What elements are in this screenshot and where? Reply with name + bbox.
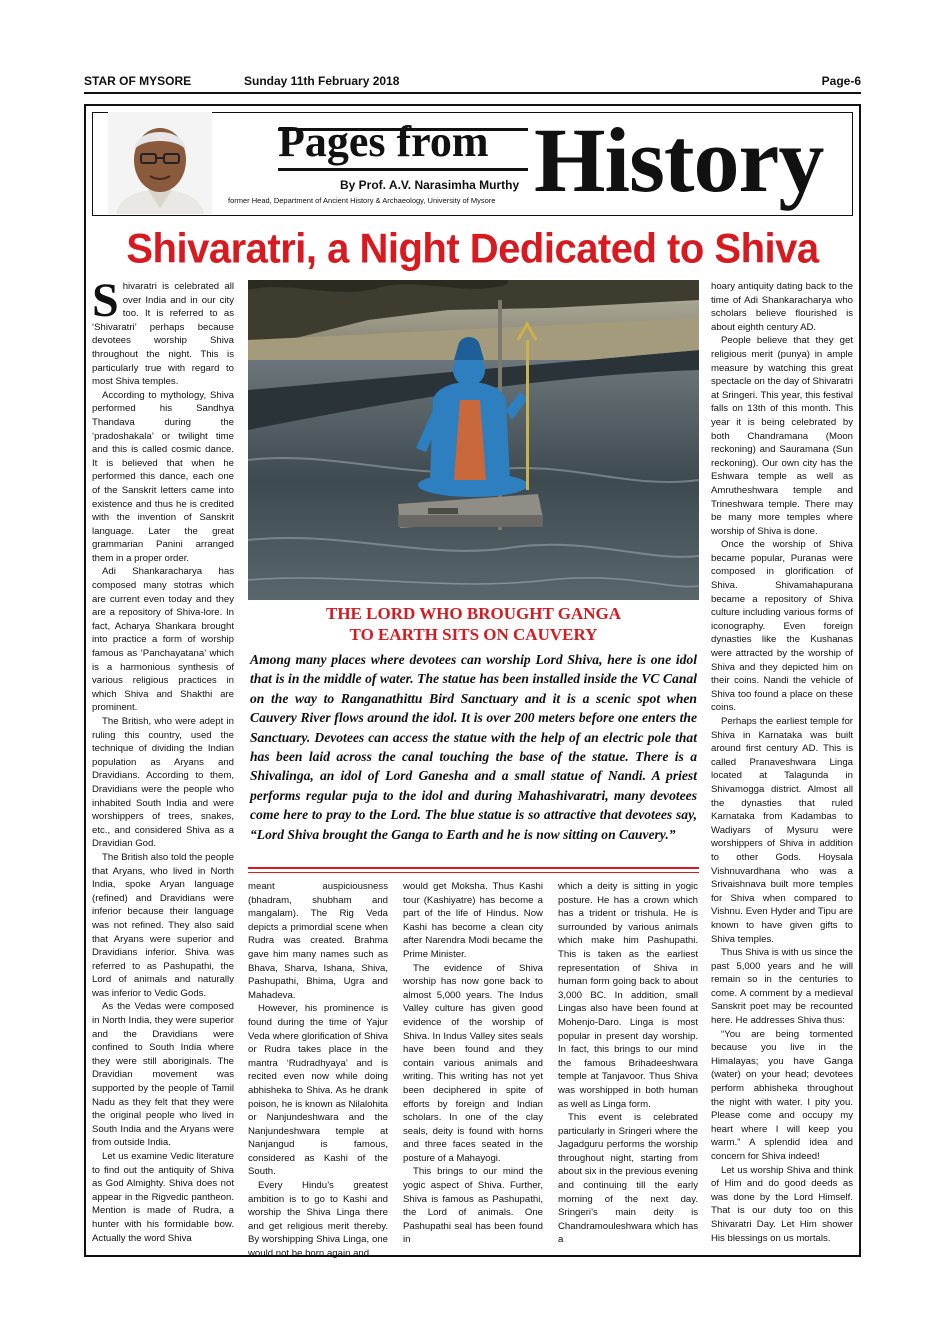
paragraph: As the Vedas were composed in North India, they were superior and the Dravidians were confined to South India where they were still aboriginals. The Dravidian movement was supported by the people of Tamil Nadu as they felt that they were the original people who lived in South India and the Aryans were from outside India. bbox=[92, 1001, 234, 1149]
paragraph: hoary antiquity dating back to the time of Adi Shankaracharya who scholars believe flourished is about eighth century AD. bbox=[711, 281, 853, 333]
paragraph: Thus Shiva is with us since the past 5,000 years and he will remain so in the centuries to come. A comment by a medieval Sanskrit poet may be recounted here. He addresses Shiva thus: bbox=[711, 947, 853, 1027]
article-column-1 bbox=[92, 274, 234, 1245]
page-number: Page-6 bbox=[821, 74, 861, 88]
author-byline: By Prof. A.V. Narasimha Murthy bbox=[340, 178, 520, 192]
paragraph: The evidence of Shiva worship has now gone back to almost 5,000 years. The Indus Valley culture has given good evidence of the worship of Shiva. In Indus Valley sites seals have been found and they contain various animals and writing. This writing has not yet been deciphered in spite of efforts by foreign and Indian scholars. In one of the clay seals, deity is found with horns and three faces seated in the posture of a Mahayogi. bbox=[403, 962, 543, 1164]
caption-rule bbox=[248, 867, 699, 869]
paragraph: “You are being tormented because you live in the Himalayas; you have Ganga (water) on your head; devotees perform abhisheka throughout the night with water. I pity you. Please come and occupy my heart where I will keep you warm.” A splendid idea and concern for Shiva indeed! bbox=[711, 1028, 853, 1162]
paragraph: People believe that they get religious merit (punya) in ample measure by watching this great spectacle on the day of Shivaratri at Sringeri. This year, this festival falls on 13th of this month. This year it is being celebrated by both Chandramana (Moon reckoning) and Sauramana (Sun reckoning). Our own city has the Eshwara temple as well as Amrutheshwara temple and Trineshwara temple. There may be many more temples where worship of Shiva is done. bbox=[711, 335, 853, 537]
paragraph: The British also told the people that Aryans, who lived in North India, spoke Aryan language (refined) and Dravidians were inferior because their language was not refined. They also said that Aryans were superior and Dravidians inferior. Shiva was referred to as Pashupathi, the Lord of animals and naturally was inferior to Vedic Gods. bbox=[92, 851, 234, 999]
masthead bbox=[84, 74, 861, 90]
paragraph: which a deity is sitting in yogic posture. He has a crown which has a trident or trishula. He is surrounded by various animals which make him Pashupathi. This is taken as the earliest representation of Shiva in human form going back to about 3,000 BC. In addition, small Lingas also have been found at Mohenjo-Daro. Linga is most popular in present day worship. In fact, this brings to our mind the famous Brihadeeshwara temple at Tanjavoor. Thus Shiva was worshipped in both human as well as Linga form. bbox=[558, 881, 698, 1110]
masthead-rule bbox=[84, 92, 861, 94]
paragraph: Shivaratri is celebrated all over India and in our city too. It is referred to as ‘Shivaratri’ perhaps because devotees worship Shiva throughout the night. This is particularly true with regard to most Shiva temples. bbox=[92, 274, 234, 388]
paragraph: Adi Shankaracharya has composed many stotras which are current even today and they are a repository of Shiva-lore. In fact, Acharya Shankara brought into practice a form of worship famous as ‘Panchayatana’ which is a harmonious synthesis of various religious practices in which Shiva and Shakthi are prominent. bbox=[92, 566, 234, 714]
paragraph: Let us examine Vedic literature to find out the antiquity of Shiva as God Almighty. Shiva does not appear in the Rigvedic pantheon. Mention is made of Rudra, a hunter with his formidable bow. Actually the word Shiva bbox=[92, 1151, 234, 1244]
caption-title: THE LORD WHO BROUGHT GANGA TO EARTH SITS ON CAUVERY bbox=[325, 604, 622, 644]
paragraph: The British, who were adept in ruling this country, used the technique of dividing the Indian population as Aryans and Dravidians. According to them, Dravidians were the people who inhabited South India and were worshippers of trees, snakes, etc., and considered Shiva as a Dravidian God. bbox=[92, 716, 234, 850]
title-rule-bottom bbox=[278, 168, 528, 171]
paragraph: This brings to our mind the yogic aspect of Shiva. Further, Shiva is famous as Pashupathi, the Lord of animals. One Pashupathi seal has been found in bbox=[403, 1166, 543, 1246]
article-column-3 bbox=[403, 880, 543, 1247]
issue-date: Sunday 11th February 2018 bbox=[244, 74, 400, 88]
paragraph: However, his prominence is found during the time of Yajur Veda where glorification of Shiva or Rudra takes place in the mantra ‘Rudradhyaya’ and is recited even now while doing abhisheka to Shiva. As he drank poison, he is known as Nilalohita or Nanjundeshwara and the Nanjundeshwara temple at Nanjangud is famous, considered as Kashi of the South. bbox=[248, 1003, 388, 1178]
paragraph: meant auspiciousness (bhadram, shubham and mangalam). The Rig Veda depicts a primordial scene when Rudra was created. Brahma gave him many names such as Bhava, Sharva, Ishana, Shiva, Pashupathi, Bhima, Ugra and Mahadeva. bbox=[248, 881, 388, 1001]
article-column-4 bbox=[558, 880, 698, 1247]
author-affiliation: former Head, Department of Ancient History & Archaeology, University of Mysore bbox=[228, 196, 496, 205]
paper-name: STAR OF MYSORE bbox=[84, 74, 192, 88]
paragraph: Let us worship Shiva and think of Him and do good deeds as was done by the Lord Himself. That is our duty too on this Shivaratri Day. Let Him shower His blessings on us mortals. bbox=[711, 1164, 853, 1244]
paragraph: According to mythology, Shiva performed his Sandhya Thandava during the ‘pradoshakala’ or twilight time and this is called cosmic dance. It is believed that when he performed this dance, each one of the Sanskrit letters came into existence and thus he is credited with the invention of Sanskrit language. Later the great grammarian Panini arranged them in a proper order. bbox=[92, 389, 234, 564]
history-title: History bbox=[534, 109, 824, 211]
caption-rule bbox=[248, 872, 699, 873]
shiva-statue-photo bbox=[248, 280, 699, 600]
article-column-5 bbox=[711, 280, 853, 1245]
paragraph: Once the worship of Shiva became popular, Puranas were composed in glorification of Shiva. Shivamahapurana became a repository of Shiva culture including various forms of iconography. Even foreign dynasties like the Kushanas were attracted by the worship of Shiva and they depicted him on their coins. Nandi the vehicle of Shiva too found a place on these coins. bbox=[711, 539, 853, 714]
article-column-2 bbox=[248, 880, 388, 1261]
author-portrait bbox=[108, 112, 212, 214]
paragraph: would get Moksha. Thus Kashi tour (Kashiyatre) has become a part of the life of Hindus. Now Kashi has become a clean city after Narendra Modi became the Prime Minister. bbox=[403, 881, 543, 960]
headline: Shivaratri, a Night Dedicated to Shiva bbox=[126, 225, 819, 273]
paragraph: Every Hindu’s greatest ambition is to go to Kashi and worship the Shiva Linga there and get religious merit thereby. By worshipping Shiva Linga, one would not be born again and bbox=[248, 1180, 388, 1260]
pages-from-title: Pages from bbox=[278, 117, 489, 166]
drop-cap: S bbox=[92, 274, 119, 327]
paragraph: This event is celebrated particularly in Sringeri where the Jagadguru performs the worship throughout night, starting from about six in the previous evening and continuing till the early morning of the next day. Sringeri’s main deity is Chandramouleshwara which has a bbox=[558, 1112, 698, 1246]
caption-body: Among many places where devotees can worship Lord Shiva, here is one idol that is in the middle of water. The statue has been installed inside the VC Canal on the way to Ranganathittu Bird Sanctuary and it is a scenic spot when Cauvery River flows around the idol. It is over 200 meters before one enters the Sanctuary. Devotees can access the statue with the help of an electric pole that has been laid across the canal touching the base of the statue. There is a Shivalinga, an idol of Lord Ganesha and a small statue of Nandi. A priest performs regular puja to the idol and during Mahashivaratri, many devotees come here to pray to the Lord. The blue statue is so attractive that devotees say, “Lord Shiva brought the Ganga to Earth and he is now sitting on Cauvery.” bbox=[250, 652, 697, 842]
paragraph: Perhaps the earliest temple for Shiva in Karnataka was built around first century AD. This is called Pranaveshwara Linga located at Talagunda in Shivamogga district. Almost all the dynasties that ruled Karnataka from Kadambas to Wadiyars of Mysuru were worshippers of Shiva in addition to other Gods. Hoysala Vishnuvardhana who was a Srivaishnava built more temples for Shiva when compared to Vishnu. Even Hyder and Tipu are known to have given gifts to Shiva temples. bbox=[711, 716, 853, 945]
